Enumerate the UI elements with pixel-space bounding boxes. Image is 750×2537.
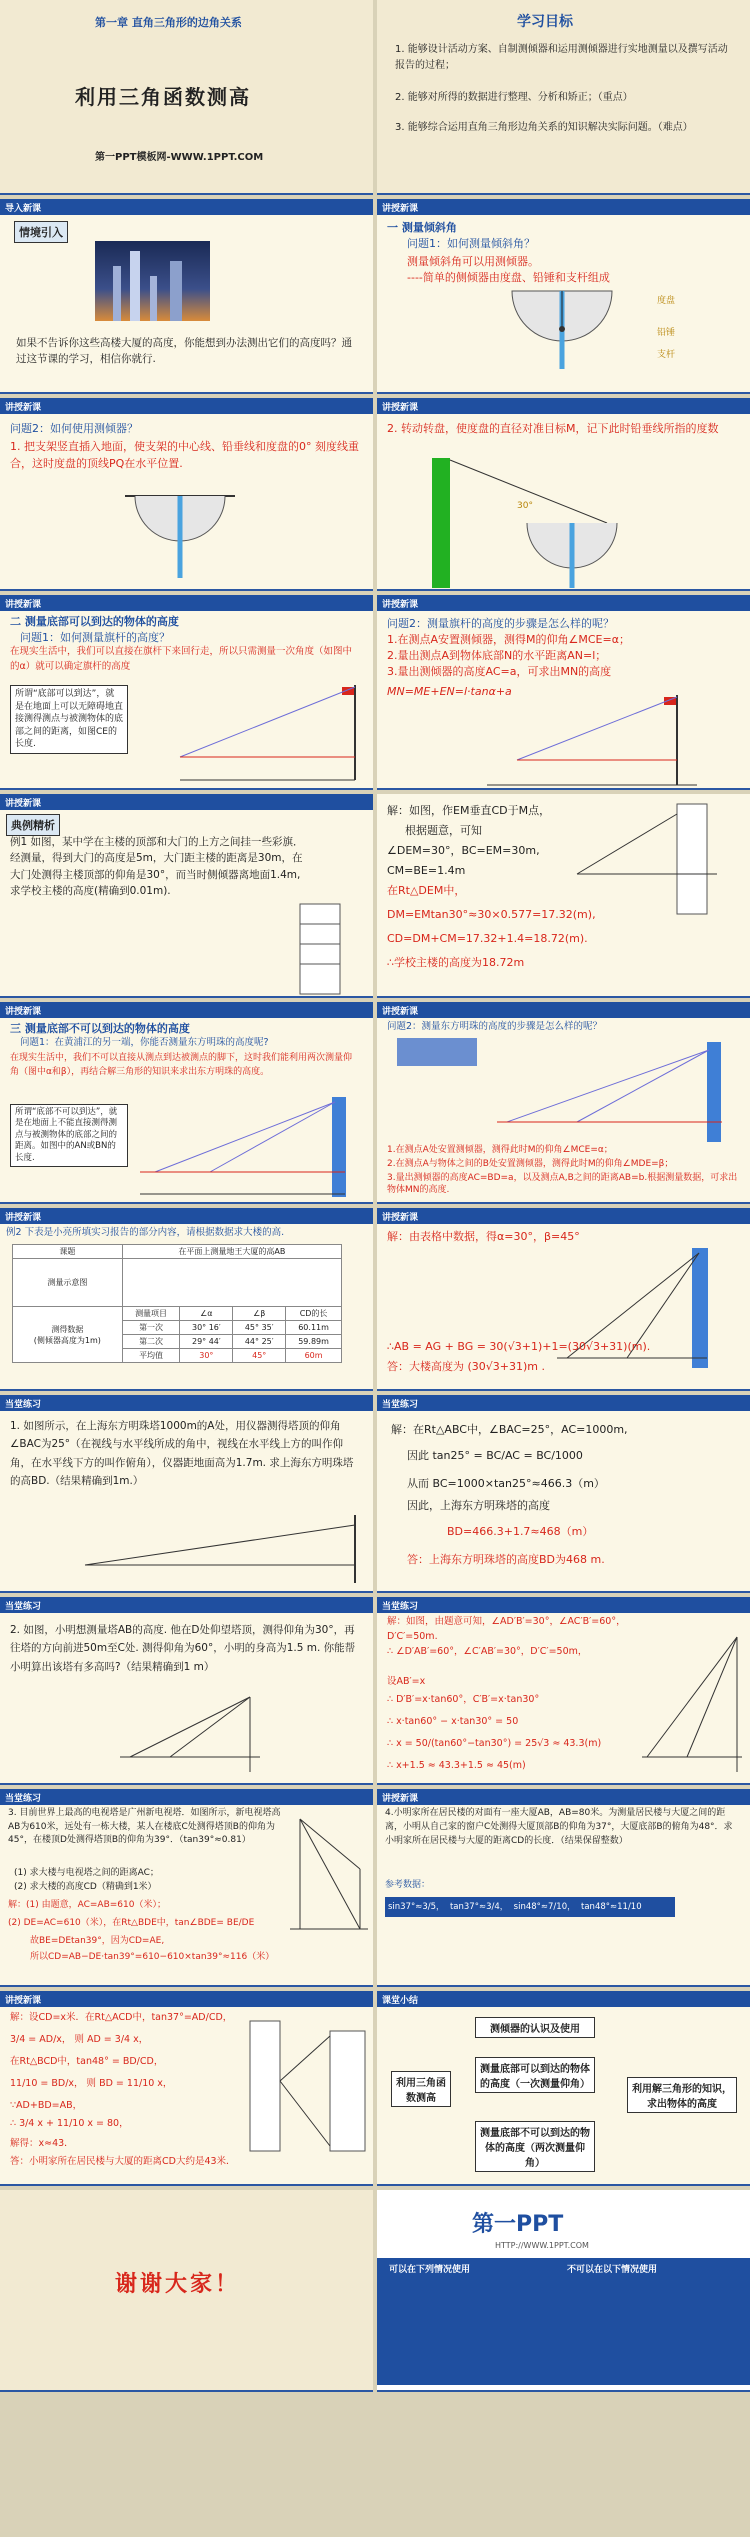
slide-practice-4 bbox=[377, 1789, 750, 1987]
section-heading: 三 测量底部不可以到达的物体的高度 bbox=[10, 1022, 190, 1035]
sol-line-6: ∴ 3/4 x + 11/10 x = 80， bbox=[10, 2118, 129, 2129]
step-2: 2.在测点A与物体之间的B处安置测倾器，测得此时M的仰角∠MDE=β； bbox=[387, 1159, 674, 1169]
sol-line-4: 11/10 = BD/x， 则 BD = 11/10 x， bbox=[10, 2078, 173, 2089]
reference-data: sin37°≈3/5， tan37°≈3/4， sin48°≈7/10， tan48°≈11/10 bbox=[385, 1897, 675, 1917]
answer-1: 解：(1) 由题意，AC=AB=610（米）； bbox=[8, 1900, 166, 1910]
footer-heading-2: 不可以在以下情况使用 bbox=[567, 2265, 658, 2275]
slide-ad bbox=[377, 2190, 750, 2392]
definition-box: 所谓“底部可以到达”，就是在地面上可以无障碍地直接测得测点与被测物体的底部之间的距离，如图CE的长度. bbox=[10, 685, 128, 754]
step-3: 3.量出测倾器的高度AC=BD=a，以及测点A,B之间的距离AB=b.根据测量数据，可求出物体MN的高度. bbox=[387, 1173, 738, 1196]
practice-figure bbox=[0, 1597, 373, 1785]
sol-line-6: 答：上海东方明珠塔的高度BD为468 m. bbox=[407, 1553, 605, 1566]
report-table bbox=[12, 1244, 342, 1363]
question: 问题1：在黄浦江的另一端，你能否测量东方明珠的高度呢? bbox=[20, 1037, 269, 1048]
section-bar: 讲授新课 bbox=[0, 1991, 373, 2007]
question: 问题2：测量东方明珠的高度的步骤是怎么样的呢？ bbox=[387, 1021, 603, 1032]
sol-line-3: ∠DEM=30°，BC=EM=30m, bbox=[387, 844, 540, 857]
label-dial: 度盘 bbox=[657, 296, 676, 306]
slide-practice-2-solution bbox=[377, 1597, 750, 1785]
table-cell: 60m bbox=[286, 1349, 342, 1363]
tag-label: 典例精析 bbox=[6, 814, 60, 836]
section-bar: 当堂练习 bbox=[0, 1789, 373, 1805]
table-cell: 30° 16′ bbox=[180, 1321, 233, 1335]
table-cell: 29° 44′ bbox=[180, 1335, 233, 1349]
logo: 第一PPT bbox=[472, 2212, 564, 2237]
section-bar: 当堂练习 bbox=[377, 1597, 750, 1613]
practice-figure bbox=[0, 1395, 373, 1593]
angle-label: 30° bbox=[517, 501, 533, 511]
step-3: 3.量出测倾器的高度AC=a，可求出MN的高度 bbox=[387, 665, 612, 678]
table-cell: 59.89m bbox=[286, 1335, 342, 1349]
section-bar: 当堂练习 bbox=[0, 1597, 373, 1613]
section-bar: 讲授新课 bbox=[0, 794, 373, 810]
chapter-label: 第一章 直角三角形的边角关系 bbox=[95, 16, 242, 29]
practice-text: 1. 如图所示，在上海东方明珠塔1000m的A处，用仪器测得塔顶的仰角∠BAC为25°（在视线与水平线所成的角中，视线在水平线上方的叫作仰角，在水平线下方的叫作俯角），仪器距地面高为1.7m. 求上海东方明珠塔的高BD.（结果精确到1m.） bbox=[10, 1420, 354, 1488]
slide-incline bbox=[377, 199, 750, 394]
slide-example-2 bbox=[0, 1208, 373, 1391]
solution-figure bbox=[377, 794, 750, 998]
section-bar: 导入新课 bbox=[0, 199, 373, 215]
sol-line-6: ∴ x = 50/(tan60°−tan30°) = 25√3 ≈ 43.3(m) bbox=[387, 1738, 602, 1749]
sol-line-3: 设AB′=x bbox=[387, 1676, 426, 1687]
sol-line-7: 解得：x≈43． bbox=[10, 2138, 74, 2149]
table-cell: 测量项目 bbox=[122, 1307, 180, 1321]
section-heading: 二 测量底部可以到达的物体的高度 bbox=[10, 615, 179, 628]
slide-practice-1 bbox=[0, 1395, 373, 1593]
sol-line-5: ∵AD+BD=AB， bbox=[10, 2100, 83, 2111]
summary-result: 利用解三角形的知识，求出物体的高度 bbox=[627, 2077, 737, 2113]
usage-text: 1. 把支架竖直插入地面，使支架的中心线、铅垂线和度盘的0° 刻度线重合，这时度盘的顶线PQ在水平位置. bbox=[10, 440, 359, 471]
sol-line-8: ∴学校主楼的高度为18.72m bbox=[387, 956, 525, 969]
table-cell: ∠α bbox=[180, 1307, 233, 1321]
section-bar: 当堂练习 bbox=[0, 1395, 373, 1411]
slide-example-1 bbox=[0, 794, 373, 998]
usage-figure bbox=[0, 398, 373, 591]
section-bar: 讲授新课 bbox=[377, 1789, 750, 1805]
building-figure bbox=[0, 794, 373, 998]
section-bar: 当堂练习 bbox=[377, 1395, 750, 1411]
line-2: ----简单的侧倾器由度盘、铅锤和支杆组成 bbox=[407, 271, 610, 284]
question: 问题2：测量旗杆的高度的步骤是怎么样的呢？ bbox=[387, 617, 614, 630]
sol-line-8: 答：小明家所在居民楼与大厦的距离CD大约是43米． bbox=[10, 2156, 236, 2167]
intro-text: 如果不告诉你这些高楼大厦的高度，你能想到办法测出它们的高度吗？通过这节课的学习，相信你就行. bbox=[16, 337, 352, 366]
slide-unreachable bbox=[0, 1002, 373, 1204]
flagpole-figure bbox=[0, 595, 373, 790]
inclinometer-figure bbox=[377, 199, 750, 394]
sol-line-2: ∴AB = AG + BG = 30(√3+1)+1=(30√3+31)(m). bbox=[387, 1340, 651, 1353]
table-cell: 平均值 bbox=[122, 1349, 180, 1363]
practice-text: 3. 目前世界上最高的电视塔是广州新电视塔．如图所示，新电视塔高AB为610米，远处有一栋大楼，某人在楼底C处测得塔顶B的仰角为45°，在楼顶D处测得塔顶B的仰角为39°．（tan39°≈0.81） bbox=[8, 1808, 281, 1845]
sol-line-4: 因此，上海东方明珠塔的高度 bbox=[407, 1499, 550, 1512]
objective-2: 2. 能够对所得的数据进行整理、分析和矫正；（重点） bbox=[395, 92, 633, 103]
summary-node-3: 测量底部不可以到达的物体的高度（两次测量仰角） bbox=[475, 2121, 595, 2172]
objectives-title: 学习目标 bbox=[517, 14, 573, 30]
section-bar: 课堂小结 bbox=[377, 1991, 750, 2007]
slide-intro bbox=[0, 199, 373, 394]
formula: MN=ME+EN=l·tanα+a bbox=[387, 685, 512, 698]
summary-root: 利用三角函数测高 bbox=[391, 2071, 451, 2107]
question-1: (1) 求大楼与电视塔之间的距离AC； bbox=[14, 1868, 159, 1878]
question: 问题1：如何测量倾斜角？ bbox=[407, 237, 535, 250]
objective-1: 1. 能够设计活动方案、自制测倾器和运用测倾器进行实地测量以及撰写活动报告的过程； bbox=[395, 44, 728, 71]
sol-line-1: 解：设CD=x米．在Rt△ACD中，tan37°=AD/CD， bbox=[10, 2012, 233, 2023]
reachable-text: 在现实生活中，我们可以直接在旗杆下来回行走，所以只需测量一次角度（如图中的α）就可以确定旗杆的高度 bbox=[10, 646, 353, 672]
slide-reachable bbox=[0, 595, 373, 790]
practice-text: 4.小明家所在居民楼的对面有一座大厦AB，AB=80米。为测量居民楼与大厦之间的距离，小明从自己家的窗户C处测得大厦顶部B的仰角为37°，大厦底部B的俯角为48°．求小明家所在居民楼与大厦的距离CD的长度．（结果保留整数） bbox=[385, 1808, 733, 1846]
subtitle: 第一PPT模板网-WWW.1PPT.COM bbox=[95, 152, 264, 163]
sol-line-3: 答：大楼高度为 (30√3+31)m . bbox=[387, 1360, 546, 1373]
slide-summary bbox=[377, 1991, 750, 2186]
practice-text: 2. 如图，小明想测量塔AB的高度. 他在D处仰望塔顶，测得仰角为30°，再往塔的方向前进50m至C处. 测得仰角为60°，小明的身高为1.5 m. 你能帮小明算出该塔有多高吗?（结果精确到1 m） bbox=[10, 1624, 356, 1673]
sol-line-2: ∴ ∠D′AB′=60°，∠C′AB′=30°，D′C′=50m， bbox=[387, 1646, 588, 1657]
usage-text: 2. 转动转盘，使度盘的直径对准目标M，记下此时铅垂线所指的度数 bbox=[387, 422, 719, 435]
city-photo bbox=[95, 241, 210, 321]
slide-usage-2 bbox=[377, 398, 750, 591]
slide-thanks bbox=[0, 2190, 373, 2392]
slide-solution-1 bbox=[377, 794, 750, 998]
table-cell: 测量示意图 bbox=[13, 1259, 123, 1307]
practice-figure bbox=[0, 1789, 373, 1984]
section-bar: 讲授新课 bbox=[377, 1002, 750, 1018]
slide-objectives bbox=[377, 0, 750, 195]
sol-line-3: 从而 BC=1000×tan25°≈466.3（m） bbox=[407, 1477, 605, 1490]
label-plumb: 铅锤 bbox=[657, 328, 676, 338]
section-bar: 讲授新课 bbox=[377, 398, 750, 414]
section-bar: 讲授新课 bbox=[377, 595, 750, 611]
reference-label: 参考数据： bbox=[385, 1880, 431, 1890]
step-2: 2.量出测点A到物体底部N的水平距离AN=l； bbox=[387, 649, 607, 662]
usage-figure bbox=[377, 398, 750, 591]
answer-2: (2) DE=AC=610（米），在Rt△BDE中，tan∠BDE= BE/DE bbox=[8, 1918, 255, 1928]
step-1: 1.在测点A安置测倾器，测得M的仰角∠MCE=α； bbox=[387, 633, 630, 646]
slide-practice-3 bbox=[0, 1789, 373, 1987]
slide-usage-1 bbox=[0, 398, 373, 591]
section-bar: 讲授新课 bbox=[0, 398, 373, 414]
slide-practice-2 bbox=[0, 1597, 373, 1785]
sol-line-1: 解：由表格中数据，得α=30°，β=45° bbox=[387, 1230, 580, 1243]
answer-3: 故BE=DEtan39°，因为CD=AE, bbox=[30, 1936, 165, 1946]
sol-line-3: 在Rt△BCD中，tan48° = BD/CD， bbox=[10, 2056, 164, 2067]
example-text: 例1 如图，某中学在主楼的顶部和大门的上方之间挂一些彩旗．经测量，得到大门的高度是5m，大门距主楼的距离是30m，在大门处测得主楼顶部的仰角是30°，而当时侧倾器离地面1.4m,求学校主楼的高度(精确到0.01m). bbox=[10, 836, 304, 897]
table-cell: 60.11m bbox=[286, 1321, 342, 1335]
section-bar: 讲授新课 bbox=[377, 1208, 750, 1224]
footer-panel bbox=[377, 2258, 750, 2385]
section-bar: 讲授新课 bbox=[377, 199, 750, 215]
sol-line-1: 解：如图，由题意可知，∠AD′B′=30°，∠AC′B′=60°，D′C′=50m. bbox=[387, 1616, 626, 1642]
sol-line-5: 在Rt△DEM中， bbox=[387, 884, 466, 897]
sol-line-2: 根据题意，可知 bbox=[405, 824, 482, 837]
sol-line-1: 解：在Rt△ABC中，∠BAC=25°，AC=1000m, bbox=[391, 1423, 628, 1436]
question-2: (2) 求大楼的高度CD（精确到1米） bbox=[14, 1882, 157, 1892]
summary-node-2: 测量底部可以到达的物体的高度（一次测量仰角） bbox=[475, 2057, 595, 2093]
sol-line-4: CM=BE=1.4m bbox=[387, 864, 466, 877]
table-cell: 测得数据 (侧倾器高度为1m) bbox=[13, 1307, 123, 1363]
slide-solution-2 bbox=[377, 1208, 750, 1391]
sol-line-5: BD=466.3+1.7≈468（m） bbox=[447, 1525, 594, 1538]
label-stand: 支杆 bbox=[657, 350, 676, 360]
table-cell: CD的长 bbox=[286, 1307, 342, 1321]
section-bar: 讲授新课 bbox=[0, 595, 373, 611]
example-text: 例2 下表是小亮所填实习报告的部分内容，请根据数据求大楼的高. bbox=[6, 1227, 285, 1238]
slide-title bbox=[0, 0, 373, 195]
answer-4: 所以CD=AB−DE·tan39°=610−610×tan39°≈116（米） bbox=[30, 1952, 275, 1962]
tower-figure bbox=[0, 1002, 373, 1204]
slide-practice-1-solution bbox=[377, 1395, 750, 1593]
section-bar: 讲授新课 bbox=[0, 1208, 373, 1224]
table-cell: 第一次 bbox=[122, 1321, 180, 1335]
sol-line-2: 3/4 = AD/x， 则 AD = 3/4 x， bbox=[10, 2034, 149, 2045]
tag-label: 情境引入 bbox=[14, 221, 68, 243]
question: 问题2：如何使用测倾器？ bbox=[10, 422, 138, 435]
table-cell: 课题 bbox=[13, 1245, 123, 1259]
page-title: 利用三角函数测高 bbox=[75, 85, 251, 109]
objective-3: 3. 能够综合运用直角三角形边角关系的知识解决实际问题。（难点） bbox=[395, 122, 693, 133]
sol-line-5: ∴ x·tan60° − x·tan30° = 50 bbox=[387, 1716, 519, 1727]
table-cell: 45° bbox=[233, 1349, 286, 1363]
definition-box: 所谓“底部不可以到达”，就是在地面上不能直接测得测点与被测物体的底部之间的距离。如图中的AN或BN的长度. bbox=[10, 1104, 128, 1167]
table-cell: ∠β bbox=[233, 1307, 286, 1321]
thanks-text: 谢谢大家！ bbox=[115, 2272, 241, 2297]
slide-reachable-steps bbox=[377, 595, 750, 790]
section-heading: 一 测量倾斜角 bbox=[387, 221, 457, 234]
table-cell: 30° bbox=[180, 1349, 233, 1363]
solution-figure bbox=[377, 1597, 750, 1785]
slide-practice-4-solution bbox=[0, 1991, 373, 2186]
sol-line-6: DM=EMtan30°≈30×0.577=17.32(m), bbox=[387, 908, 596, 921]
slide-unreachable-steps bbox=[377, 1002, 750, 1204]
question: 问题1：如何测量旗杆的高度？ bbox=[20, 631, 170, 644]
table-cell: 45° 35′ bbox=[233, 1321, 286, 1335]
sol-line-7: CD=DM+CM=17.32+1.4=18.72(m). bbox=[387, 932, 588, 945]
section-bar: 讲授新课 bbox=[0, 1002, 373, 1018]
site-url: HTTP://WWW.1PPT.COM bbox=[495, 2241, 589, 2250]
sol-line-7: ∴ x+1.5 ≈ 43.3+1.5 ≈ 45(m) bbox=[387, 1760, 526, 1771]
sol-line-2: 因此 tan25° = BC/AC = BC/1000 bbox=[407, 1449, 583, 1462]
solution-figure bbox=[0, 1991, 373, 2186]
step-1: 1.在测点A处安置测倾器，测得此时M的仰角∠MCE=α； bbox=[387, 1145, 613, 1155]
table-cell: 44° 25′ bbox=[233, 1335, 286, 1349]
flagpole-figure bbox=[377, 595, 750, 790]
table-cell: 第二次 bbox=[122, 1335, 180, 1349]
sol-line-1: 解：如图，作EM垂直CD于M点， bbox=[387, 804, 551, 817]
line-1: 测量倾斜角可以用测倾器。 bbox=[407, 255, 539, 268]
sol-line-4: ∴ D′B′=x·tan60°，C′B′=x·tan30° bbox=[387, 1694, 540, 1705]
footer-heading-1: 可以在下列情况使用 bbox=[389, 2265, 471, 2275]
summary-node-1: 测倾器的认识及使用 bbox=[475, 2017, 595, 2038]
unreachable-text: 在现实生活中，我们不可以直接从测点到达被测点的脚下，这时我们能利用两次测量仰角（图中α和β），再结合解三角形的知识来求出东方明珠的高度。 bbox=[10, 1053, 353, 1077]
table-cell: 在平面上测量地王大厦的高AB bbox=[122, 1245, 341, 1259]
